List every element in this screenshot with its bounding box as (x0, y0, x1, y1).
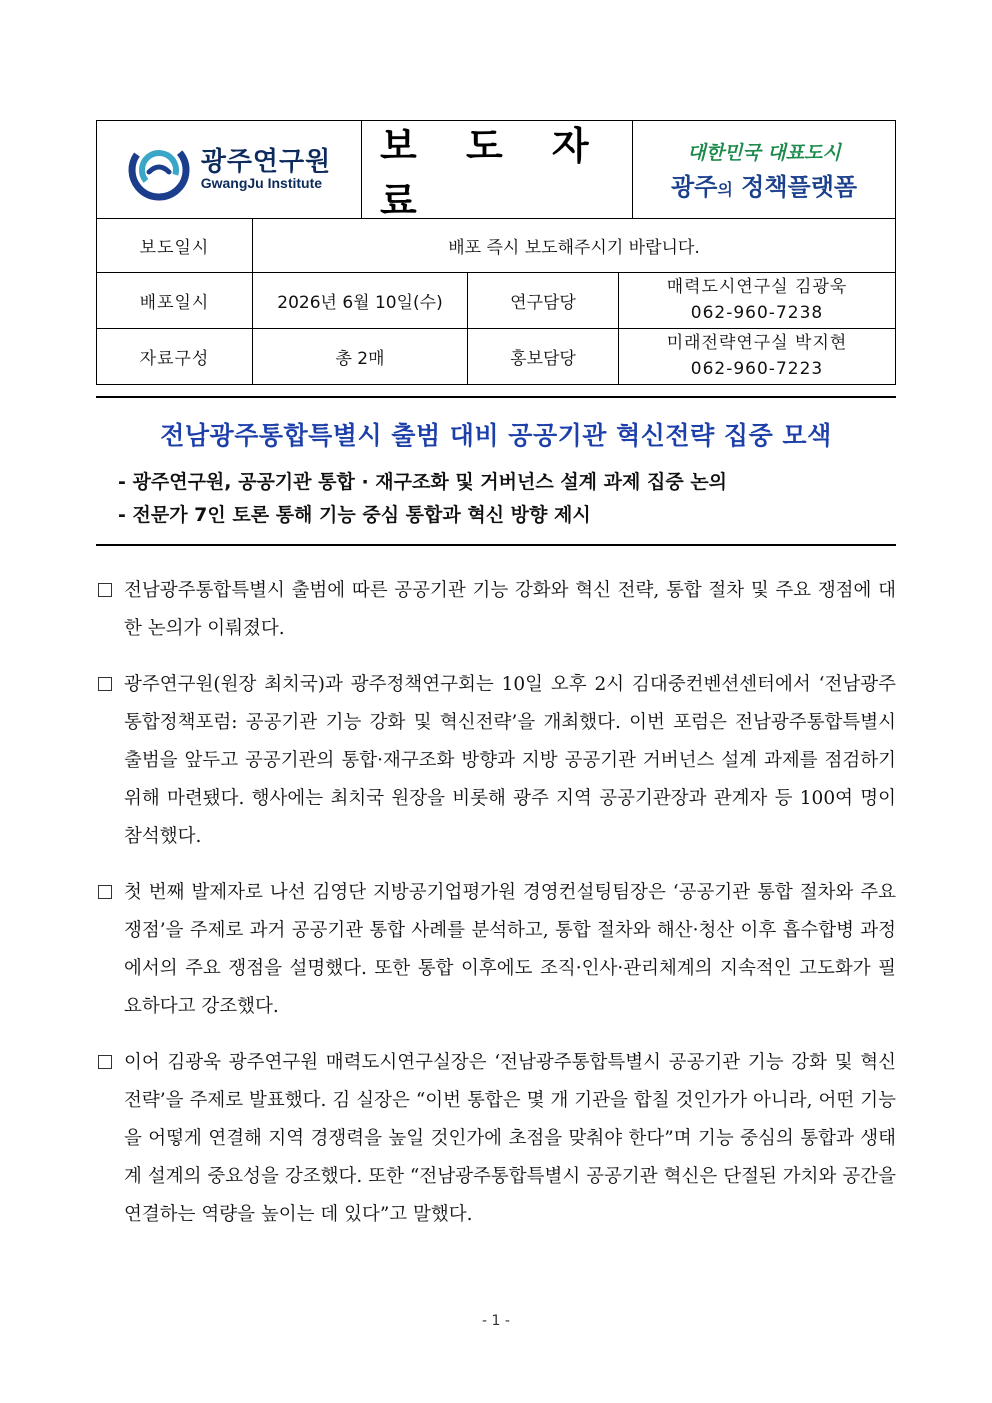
dist-value: 2026년 6월 10일(수) (253, 273, 468, 329)
paragraph: 첫 번째 발제자로 나선 김영단 지방공기업평가원 경영컨설팅팀장은 ‘공공기관 통합 절차와 주요 쟁점’을 주제로 과거 공공기관 통합 사례를 분석하고, 통합 절차와 해산·청산 이후 흡수합병 과정에서의 주요 쟁점을 설명했다. 또한 통합 이후에도 조직·인사·관리체계의 지속적인 고도화가 필요하다고 강조했다. (96, 874, 896, 1026)
press-release-page (96, 120, 896, 1252)
press-info-table (96, 218, 896, 385)
header-block (96, 120, 896, 223)
divider-bottom (96, 544, 896, 546)
pr-contact: 미래전략연구실 박지현 062-960-7223 (619, 329, 896, 385)
paragraph: 전남광주통합특별시 출범에 따른 공공기관 기능 강화와 혁신 전략, 통합 절차 및 주요 쟁점에 대한 논의가 이뤄졌다. (96, 572, 896, 648)
material-label: 자료구성 (97, 329, 253, 385)
press-title: 보 도 자 료 (380, 123, 607, 223)
headline: 전남광주통합특별시 출범 대비 공공기관 혁신전략 집중 모색 (160, 421, 832, 450)
checkbox-bullet-icon (98, 1055, 112, 1069)
logo-name-en: GwangJu Institute (200, 175, 323, 192)
pr-label: 홍보담당 (468, 329, 619, 385)
subheads (96, 466, 896, 532)
gwangju-institute-logo (127, 138, 332, 202)
checkbox-bullet-icon (98, 583, 112, 597)
slogan-cell (633, 121, 895, 218)
page-number: - 1 - (482, 1313, 510, 1329)
subhead: - 전문가 7인 토론 통해 기능 중심 통합과 혁신 방향 제시 (118, 504, 591, 526)
dist-label: 배포일시 (97, 273, 253, 329)
press-title-cell (362, 121, 633, 223)
checkbox-bullet-icon (98, 885, 112, 899)
subhead: - 광주연구원, 공공기관 통합 · 재구조화 및 거버넌스 설계 과제 집중 논의 (118, 471, 727, 493)
slogan-top: 대한민국 대표도시 (687, 141, 841, 164)
gwangju-institute-emblem-icon (127, 138, 191, 202)
report-value: 배포 즉시 보도해주시기 바랍니다. (253, 219, 896, 273)
paragraph: 광주연구원(원장 최치국)과 광주정책연구회는 10일 오후 2시 김대중컨벤션센터에서 ‘전남광주 통합정책포럼: 공공기관 기능 강화 및 혁신전략’을 개최했다. 이번 포럼은 전남광주통합특별시 출범을 앞두고 공공기관의 통합·재구조화 방향과 지방 공공기관 거버넌스 설계 과제를 점검하기 위해 마련됐다. 행사에는 최치국 원장을 비롯해 광주 지역 공공기관장과 관계자 등 100여 명이 참석했다. (96, 666, 896, 856)
paragraph: 이어 김광욱 광주연구원 매력도시연구실장은 ‘전남광주통합특별시 공공기관 기능 강화 및 혁신전략’을 주제로 발표했다. 김 실장은 “이번 통합은 몇 개 기관을 합칠 것인가가 아니라, 어떤 기능을 어떻게 연결해 지역 경쟁력을 높일 것인가에 초점을 맞춰야 한다”며 기능 중심의 통합과 생태계 설계의 중요성을 강조했다. 또한 “전남광주통합특별시 공공기관 혁신은 단절된 가치와 공간을 연결하는 역량을 높이는 데 있다”고 말했다. (96, 1044, 896, 1234)
research-label: 연구담당 (468, 273, 619, 329)
logo-name-ko: 광주연구원 (200, 146, 332, 177)
material-value: 총 2매 (253, 329, 468, 385)
slogan-main: 광주의 정책플랫폼 (670, 172, 858, 201)
article-body (96, 572, 896, 1234)
research-contact: 매력도시연구실 김광욱 062-960-7238 (619, 273, 896, 329)
report-label: 보도일시 (97, 219, 253, 273)
logo-cell (97, 121, 362, 218)
checkbox-bullet-icon (98, 677, 112, 691)
divider-top (96, 396, 896, 398)
